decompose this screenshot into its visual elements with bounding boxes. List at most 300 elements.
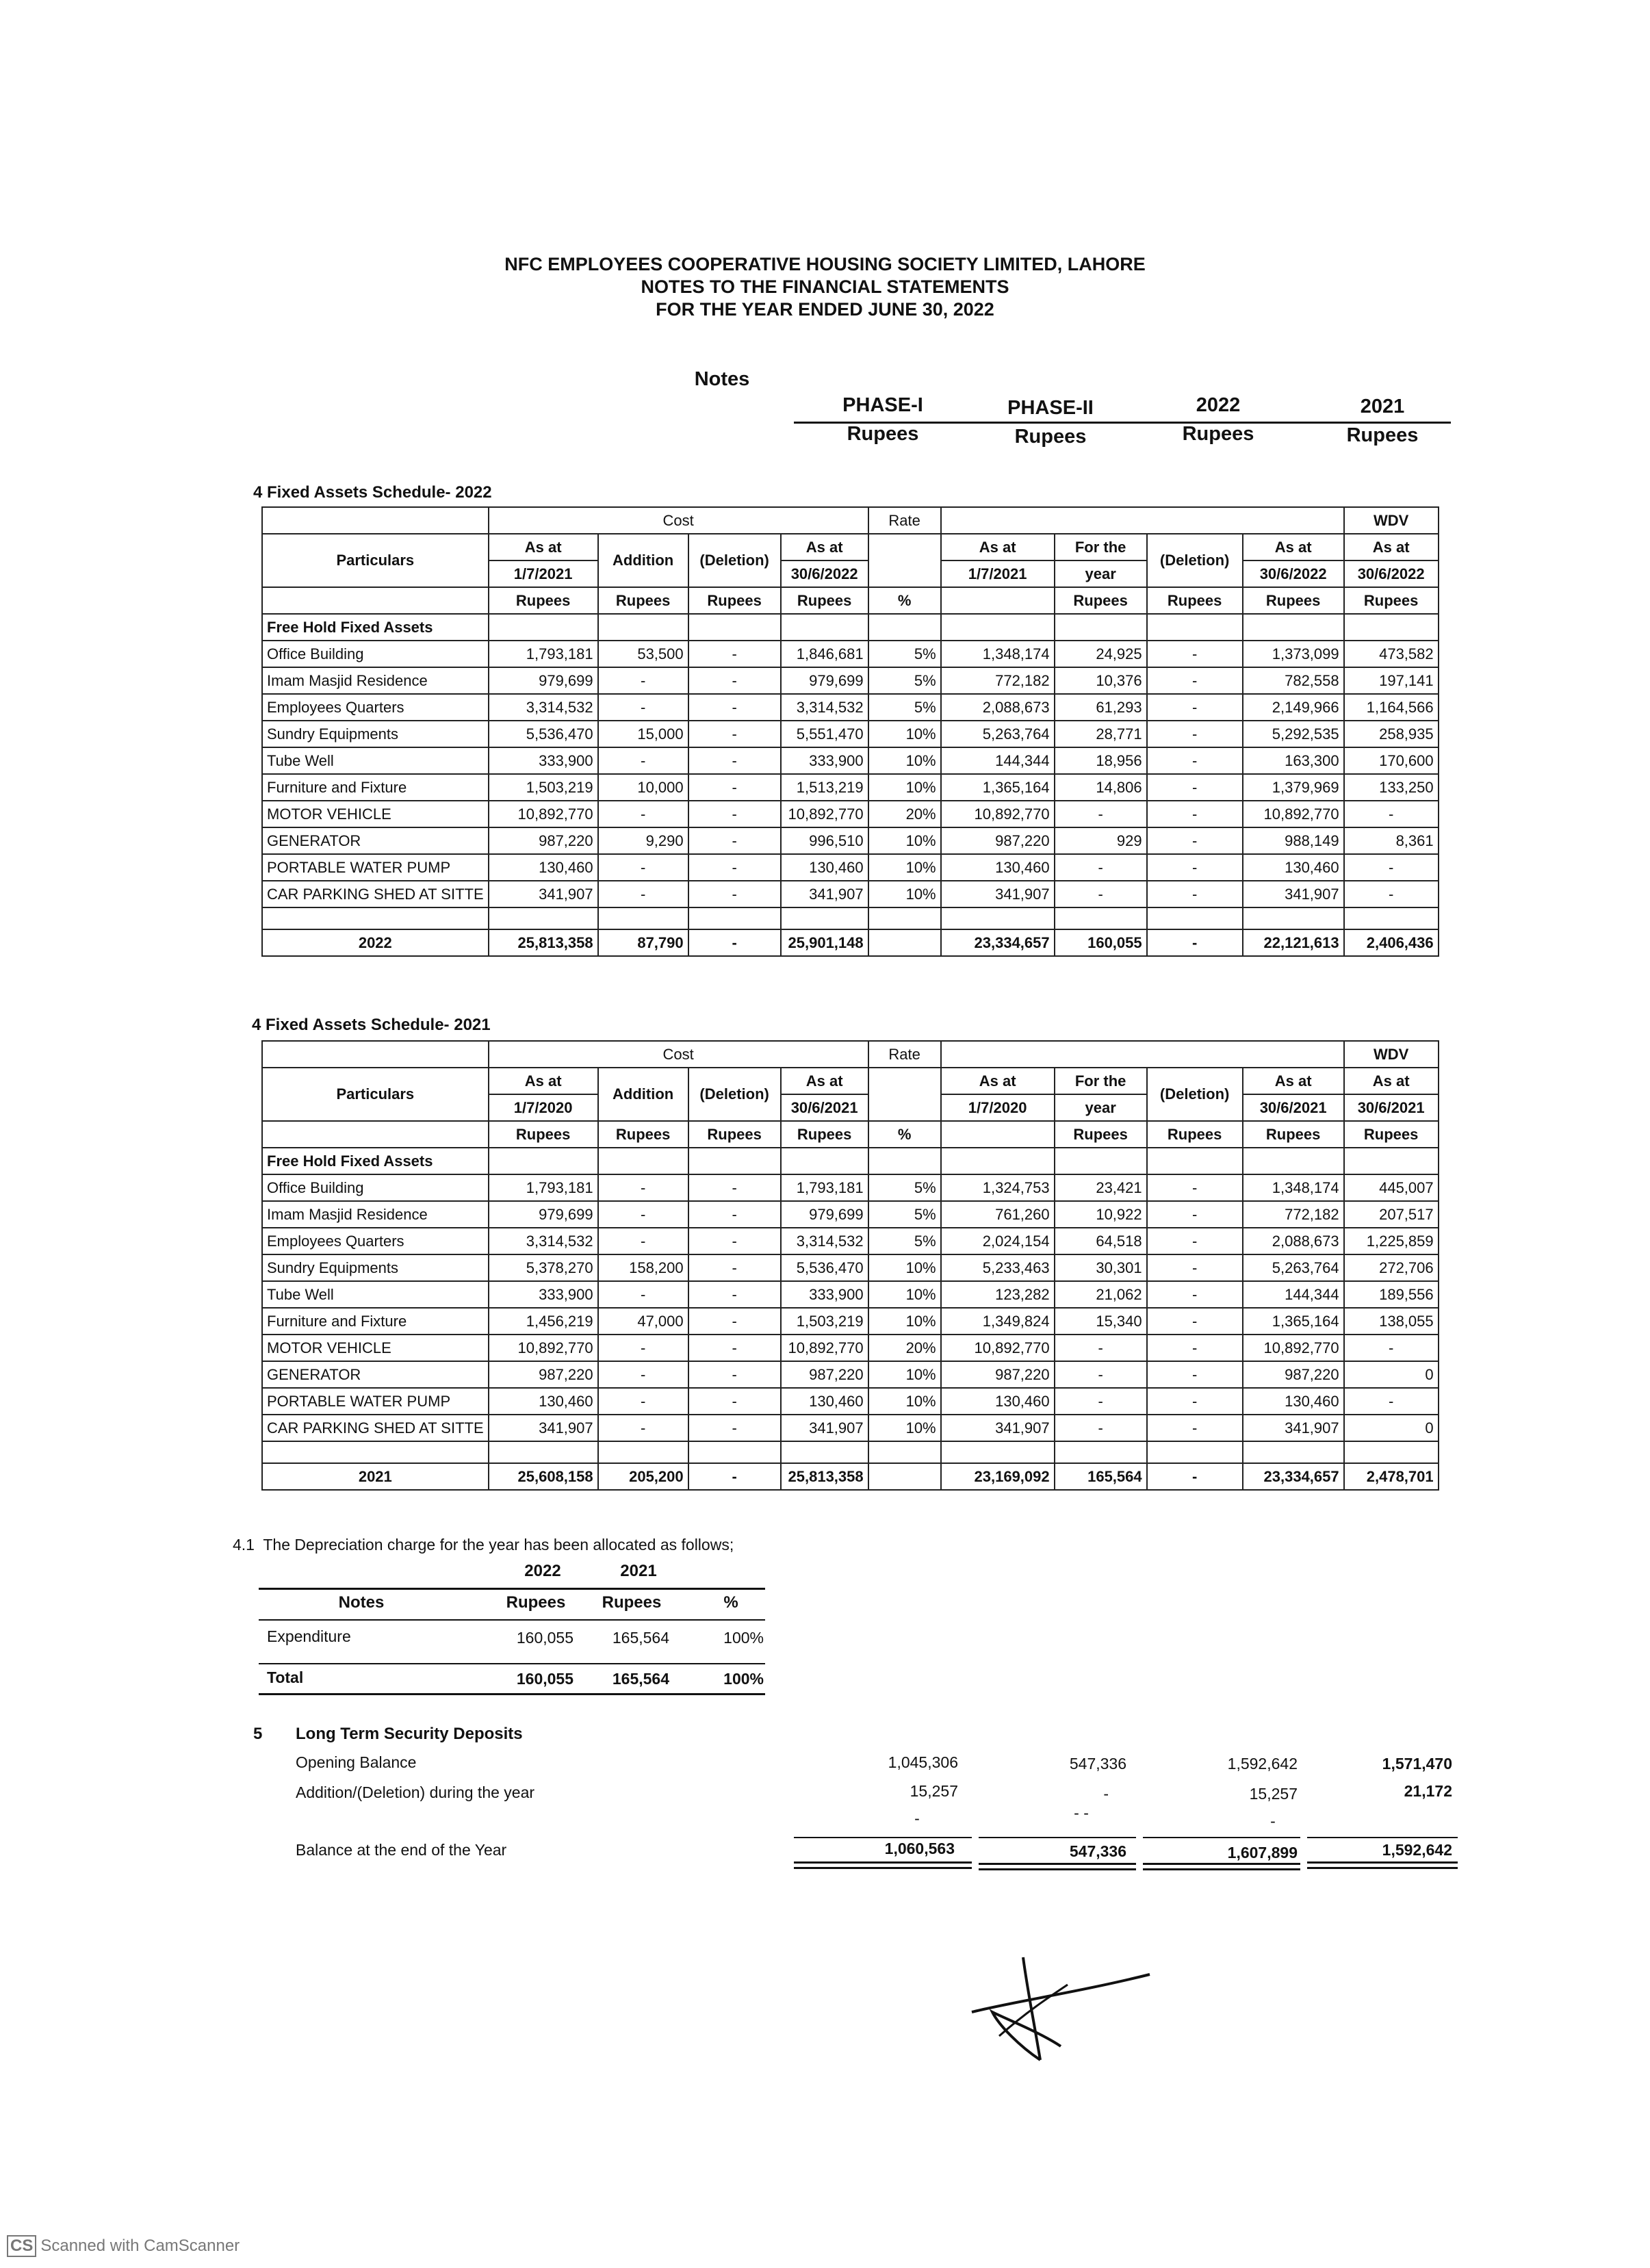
value-cell: 987,220: [1243, 1361, 1344, 1388]
value-cell: -: [598, 747, 688, 774]
value-cell: -: [598, 667, 688, 694]
value-cell: 160,055: [1055, 929, 1147, 956]
asset-row: [262, 1308, 1439, 1335]
pct-unit-cell: %: [868, 587, 941, 614]
value-cell: 341,907: [941, 881, 1055, 907]
dash-phase2: - -: [1074, 1804, 1089, 1822]
asset-name-cell: CAR PARKING SHED AT SITTE: [262, 881, 489, 907]
value-cell: 3,314,532: [489, 1228, 598, 1254]
opening-balance-phase1: 1,045,306: [888, 1753, 958, 1771]
value-cell: 10%: [868, 854, 941, 881]
asset-row: [262, 667, 1439, 694]
value-cell: 1,373,099: [1243, 641, 1344, 667]
value-cell: -: [598, 1228, 688, 1254]
value-cell: 2,149,966: [1243, 694, 1344, 721]
wdv-header: WDV: [1344, 1041, 1439, 1068]
asset-row: [262, 801, 1439, 827]
value-cell: 272,706: [1344, 1254, 1439, 1281]
addition-deletion-2021: 21,172: [1404, 1782, 1452, 1800]
asset-row: [262, 1281, 1439, 1308]
cost-header: Cost: [489, 1041, 868, 1068]
balance-top-rule-2021: [1307, 1837, 1458, 1838]
value-cell: 61,293: [1055, 694, 1147, 721]
camscanner-logo: CS: [7, 2235, 36, 2257]
addition-deletion-2022: 15,257: [1249, 1785, 1298, 1803]
value-cell: 87,790: [598, 929, 688, 956]
value-cell: 473,582: [1344, 641, 1439, 667]
unit-cell: Rupees: [598, 587, 688, 614]
value-cell: 30,301: [1055, 1254, 1147, 1281]
value-cell: 25,813,358: [781, 1463, 868, 1490]
deletion-header: (Deletion): [688, 534, 781, 587]
value-cell: 9,290: [598, 827, 688, 854]
value-cell: 1,503,219: [489, 774, 598, 801]
total-row: [262, 1463, 1439, 1490]
depreciation-note-number: 4.1: [233, 1536, 255, 1554]
balance-double-rule-p1-b: [794, 1867, 972, 1869]
addition-deletion-phase1: 15,257: [910, 1782, 958, 1800]
balance-double-rule-p2-b: [979, 1868, 1136, 1870]
total-row: [262, 929, 1439, 956]
value-cell: -: [1055, 1335, 1147, 1361]
value-cell: [868, 1463, 941, 1490]
value-cell: 197,141: [1344, 667, 1439, 694]
value-cell: -: [688, 747, 781, 774]
value-cell: 207,517: [1344, 1201, 1439, 1228]
value-cell: 5%: [868, 1201, 941, 1228]
asset-row: [262, 1254, 1439, 1281]
value-cell: 929: [1055, 827, 1147, 854]
dep-row-2022: 160,055: [516, 1629, 573, 1647]
value-cell: -: [598, 1335, 688, 1361]
value-cell: -: [1147, 641, 1243, 667]
value-cell: 1,164,566: [1344, 694, 1439, 721]
asset-row: [262, 1388, 1439, 1415]
dep-col-2021: 2021: [620, 1562, 657, 1580]
value-cell: 1,793,181: [489, 641, 598, 667]
value-cell: 0: [1344, 1361, 1439, 1388]
value-cell: 21,062: [1055, 1281, 1147, 1308]
opening-balance-phase2: 547,336: [1069, 1755, 1126, 1773]
value-cell: 2,024,154: [941, 1228, 1055, 1254]
value-cell: -: [688, 667, 781, 694]
balance-double-rule-2021-b: [1307, 1867, 1458, 1869]
value-cell: 144,344: [1243, 1281, 1344, 1308]
dep-total-pct: 100%: [723, 1670, 764, 1688]
value-cell: 341,907: [489, 881, 598, 907]
value-cell: 15,340: [1055, 1308, 1147, 1335]
value-cell: 3,314,532: [781, 1228, 868, 1254]
asset-row: [262, 1361, 1439, 1388]
cost-close-date: 30/6/2022: [781, 560, 868, 587]
value-cell: 772,182: [1243, 1201, 1344, 1228]
value-cell: 163,300: [1243, 747, 1344, 774]
value-cell: -: [1147, 721, 1243, 747]
value-cell: 130,460: [941, 1388, 1055, 1415]
value-cell: -: [688, 1281, 781, 1308]
col-2022-unit: Rupees: [1182, 423, 1254, 445]
balance-end-phase2: 547,336: [1069, 1842, 1126, 1860]
value-cell: -: [688, 1463, 781, 1490]
value-cell: 987,220: [941, 1361, 1055, 1388]
asset-name-cell: Employees Quarters: [262, 1228, 489, 1254]
value-cell: 341,907: [781, 881, 868, 907]
dep-top-rule: [259, 1588, 765, 1590]
dep-deletion-header: (Deletion): [1147, 1068, 1243, 1121]
col-phase1-unit: Rupees: [847, 423, 919, 445]
dash-2022: -: [1270, 1812, 1276, 1830]
col-2021-unit: Rupees: [1346, 424, 1419, 446]
cost-header: Cost: [489, 507, 868, 534]
value-cell: -: [688, 827, 781, 854]
value-cell: -: [688, 1388, 781, 1415]
value-cell: 205,200: [598, 1463, 688, 1490]
value-cell: 25,608,158: [489, 1463, 598, 1490]
value-cell: 130,460: [489, 1388, 598, 1415]
value-cell: 15,000: [598, 721, 688, 747]
value-cell: 53,500: [598, 641, 688, 667]
value-cell: 5,233,463: [941, 1254, 1055, 1281]
dep-close-header: As at: [1243, 534, 1344, 560]
dep-close-header: As at: [1243, 1068, 1344, 1094]
value-cell: -: [688, 1361, 781, 1388]
unit-cell: Rupees: [489, 587, 598, 614]
schedule-2022-title: 4 Fixed Assets Schedule- 2022: [253, 483, 492, 502]
signature-mark: [958, 1944, 1163, 2067]
asset-row: [262, 854, 1439, 881]
value-cell: -: [1147, 827, 1243, 854]
value-cell: -: [1055, 1361, 1147, 1388]
balance-double-rule-2021-a: [1307, 1861, 1458, 1864]
value-cell: 782,558: [1243, 667, 1344, 694]
value-cell: 130,460: [1243, 1388, 1344, 1415]
asset-name-cell: GENERATOR: [262, 1361, 489, 1388]
value-cell: 25,901,148: [781, 929, 868, 956]
value-cell: -: [688, 854, 781, 881]
value-cell: 987,220: [941, 827, 1055, 854]
asset-row: [262, 747, 1439, 774]
value-cell: 10,892,770: [489, 801, 598, 827]
value-cell: 988,149: [1243, 827, 1344, 854]
opening-balance-label: Opening Balance: [296, 1753, 417, 1771]
dep-open-date: 1/7/2021: [941, 560, 1055, 587]
scanner-watermark: [7, 2235, 240, 2257]
value-cell: 979,699: [781, 1201, 868, 1228]
schedule-2022-table: [261, 506, 1439, 957]
dep-total-label: Total: [267, 1668, 304, 1686]
unit-cell: Rupees: [688, 1121, 781, 1148]
rate-header: Rate: [868, 507, 941, 534]
value-cell: 138,055: [1344, 1308, 1439, 1335]
value-cell: -: [1055, 854, 1147, 881]
value-cell: -: [598, 1361, 688, 1388]
value-cell: -: [688, 801, 781, 827]
value-cell: -: [1147, 774, 1243, 801]
value-cell: -: [598, 1174, 688, 1201]
value-cell: 1,456,219: [489, 1308, 598, 1335]
total-year-cell: 2022: [262, 929, 489, 956]
cost-open-header: As at: [489, 1068, 598, 1094]
schedule-2021-table: [261, 1040, 1439, 1491]
unit-cell: Rupees: [1055, 587, 1147, 614]
value-cell: 979,699: [489, 1201, 598, 1228]
value-cell: -: [1147, 1254, 1243, 1281]
value-cell: 23,421: [1055, 1174, 1147, 1201]
value-cell: -: [1344, 881, 1439, 907]
value-cell: -: [598, 881, 688, 907]
pct-unit-cell: %: [868, 1121, 941, 1148]
dep-row-pct: 100%: [723, 1629, 764, 1647]
value-cell: 10,376: [1055, 667, 1147, 694]
value-cell: -: [688, 1174, 781, 1201]
col-2021-label: 2021: [1360, 396, 1405, 417]
value-cell: 987,220: [489, 1361, 598, 1388]
depreciation-note-text: The Depreciation charge for the year has been allocated as follows;: [263, 1536, 734, 1554]
balance-end-phase1: 1,060,563: [884, 1840, 955, 1857]
dep-close-date: 30/6/2022: [1243, 560, 1344, 587]
value-cell: 333,900: [489, 747, 598, 774]
value-cell: 2,478,701: [1344, 1463, 1439, 1490]
value-cell: 10,892,770: [489, 1335, 598, 1361]
opening-balance-2022: 1,592,642: [1227, 1755, 1298, 1773]
dep-open-header: As at: [941, 1068, 1055, 1094]
asset-name-cell: Sundry Equipments: [262, 721, 489, 747]
deposits-title: Long Term Security Deposits: [296, 1725, 523, 1743]
value-cell: 130,460: [781, 854, 868, 881]
asset-row: [262, 774, 1439, 801]
balance-top-rule-p2: [979, 1837, 1136, 1838]
value-cell: -: [1147, 1228, 1243, 1254]
col-phase2-label: PHASE-II: [1007, 397, 1094, 419]
value-cell: 1,793,181: [781, 1174, 868, 1201]
asset-row: [262, 1415, 1439, 1441]
dep-col-2022: 2022: [524, 1562, 561, 1580]
value-cell: -: [1147, 1174, 1243, 1201]
dep-bottom-rule: [259, 1693, 765, 1695]
value-cell: 1,846,681: [781, 641, 868, 667]
value-cell: 130,460: [489, 854, 598, 881]
addition-deletion-label: Addition/(Deletion) during the year: [296, 1783, 535, 1801]
dep-header-rule: [259, 1619, 765, 1621]
unit-cell: Rupees: [1243, 587, 1344, 614]
value-cell: 133,250: [1344, 774, 1439, 801]
deletion-header: (Deletion): [688, 1068, 781, 1121]
value-cell: 772,182: [941, 667, 1055, 694]
value-cell: 2,088,673: [1243, 1228, 1344, 1254]
cost-open-date: 1/7/2021: [489, 560, 598, 587]
value-cell: 5%: [868, 667, 941, 694]
value-cell: 5%: [868, 694, 941, 721]
dep-deletion-header: (Deletion): [1147, 534, 1243, 587]
value-cell: 10%: [868, 1308, 941, 1335]
balance-double-rule-p1-a: [794, 1861, 972, 1864]
schedule-2021-title: 4 Fixed Assets Schedule- 2021: [252, 1016, 491, 1034]
wdv-header: WDV: [1344, 507, 1439, 534]
value-cell: 333,900: [489, 1281, 598, 1308]
value-cell: -: [1055, 1415, 1147, 1441]
unit-cell: Rupees: [781, 587, 868, 614]
value-cell: 5,536,470: [781, 1254, 868, 1281]
value-cell: -: [688, 1308, 781, 1335]
value-cell: 10%: [868, 774, 941, 801]
depreciation-table: [259, 1562, 765, 1699]
dep-rupees-2021: Rupees: [602, 1593, 662, 1612]
balance-end-2022: 1,607,899: [1227, 1844, 1298, 1861]
value-cell: 10%: [868, 747, 941, 774]
value-cell: 10%: [868, 1254, 941, 1281]
unit-cell: Rupees: [781, 1121, 868, 1148]
value-cell: 170,600: [1344, 747, 1439, 774]
value-cell: 987,220: [489, 827, 598, 854]
value-cell: -: [1147, 1335, 1243, 1361]
value-cell: 1,365,164: [941, 774, 1055, 801]
value-cell: -: [598, 1281, 688, 1308]
value-cell: 10,000: [598, 774, 688, 801]
value-cell: 10,892,770: [781, 801, 868, 827]
unit-cell: Rupees: [1147, 587, 1243, 614]
value-cell: 165,564: [1055, 1463, 1147, 1490]
balance-top-rule-2022: [1143, 1837, 1300, 1838]
balance-end-label: Balance at the end of the Year: [296, 1841, 507, 1859]
value-cell: 1,513,219: [781, 774, 868, 801]
asset-row: [262, 641, 1439, 667]
dep-row-label: Expenditure: [267, 1627, 351, 1645]
value-cell: 1,793,181: [489, 1174, 598, 1201]
rate-header: Rate: [868, 1041, 941, 1068]
value-cell: 14,806: [1055, 774, 1147, 801]
value-cell: -: [1055, 801, 1147, 827]
value-cell: 23,334,657: [1243, 1463, 1344, 1490]
value-cell: -: [1147, 747, 1243, 774]
value-cell: -: [598, 1415, 688, 1441]
unit-cell: Rupees: [1344, 587, 1439, 614]
asset-name-cell: Office Building: [262, 641, 489, 667]
dep-open-date: 1/7/2020: [941, 1094, 1055, 1121]
value-cell: -: [598, 694, 688, 721]
for-year-label: year: [1055, 1094, 1147, 1121]
value-cell: -: [1147, 929, 1243, 956]
unit-cell: Rupees: [1147, 1121, 1243, 1148]
value-cell: 10%: [868, 827, 941, 854]
value-cell: -: [688, 1201, 781, 1228]
value-cell: 333,900: [781, 747, 868, 774]
report-title: [0, 253, 1650, 321]
asset-row: [262, 1335, 1439, 1361]
asset-name-cell: Furniture and Fixture: [262, 1308, 489, 1335]
value-cell: 5,536,470: [489, 721, 598, 747]
value-cell: 3,314,532: [489, 694, 598, 721]
value-cell: -: [1147, 694, 1243, 721]
value-cell: 158,200: [598, 1254, 688, 1281]
value-cell: 1,379,969: [1243, 774, 1344, 801]
for-year-label: year: [1055, 560, 1147, 587]
value-cell: 189,556: [1344, 1281, 1439, 1308]
asset-name-cell: CAR PARKING SHED AT SITTE: [262, 1415, 489, 1441]
asset-name-cell: Imam Masjid Residence: [262, 1201, 489, 1228]
value-cell: -: [688, 694, 781, 721]
value-cell: 20%: [868, 801, 941, 827]
value-cell: 1,365,164: [1243, 1308, 1344, 1335]
value-cell: -: [1147, 1308, 1243, 1335]
for-year-header: For the: [1055, 534, 1147, 560]
value-cell: -: [688, 774, 781, 801]
wdv-date: 30/6/2021: [1344, 1094, 1439, 1121]
value-cell: 1,348,174: [941, 641, 1055, 667]
value-cell: 10,922: [1055, 1201, 1147, 1228]
value-cell: -: [1344, 1335, 1439, 1361]
value-cell: -: [598, 1201, 688, 1228]
value-cell: 64,518: [1055, 1228, 1147, 1254]
value-cell: 23,169,092: [941, 1463, 1055, 1490]
value-cell: 10%: [868, 1361, 941, 1388]
total-year-cell: 2021: [262, 1463, 489, 1490]
value-cell: 22,121,613: [1243, 929, 1344, 956]
value-cell: 5,378,270: [489, 1254, 598, 1281]
value-cell: 10,892,770: [1243, 1335, 1344, 1361]
value-cell: 0: [1344, 1415, 1439, 1441]
value-cell: 18,956: [1055, 747, 1147, 774]
wdv-date: 30/6/2022: [1344, 560, 1439, 587]
for-year-header: For the: [1055, 1068, 1147, 1094]
value-cell: 5%: [868, 1228, 941, 1254]
asset-row: [262, 694, 1439, 721]
asset-name-cell: MOTOR VEHICLE: [262, 801, 489, 827]
value-cell: 20%: [868, 1335, 941, 1361]
value-cell: 979,699: [781, 667, 868, 694]
asset-name-cell: Imam Masjid Residence: [262, 667, 489, 694]
schedule-2022-total: [262, 929, 1439, 956]
value-cell: [868, 929, 941, 956]
dep-notes-header: Notes: [338, 1593, 385, 1612]
company-name: NFC EMPLOYEES COOPERATIVE HOUSING SOCIETY LIMITED, LAHORE: [504, 254, 1146, 274]
value-cell: -: [1055, 881, 1147, 907]
value-cell: 341,907: [489, 1415, 598, 1441]
unit-cell: Rupees: [598, 1121, 688, 1148]
value-cell: -: [1147, 881, 1243, 907]
value-cell: 10%: [868, 881, 941, 907]
value-cell: 341,907: [941, 1415, 1055, 1441]
value-cell: -: [1147, 854, 1243, 881]
value-cell: 130,460: [1243, 854, 1344, 881]
balance-double-rule-p2-a: [979, 1863, 1136, 1865]
value-cell: -: [1147, 1463, 1243, 1490]
schedule-2021-body: [262, 1174, 1439, 1441]
value-cell: 1,225,859: [1344, 1228, 1439, 1254]
wdv-asat-header: As at: [1344, 1068, 1439, 1094]
value-cell: -: [1147, 1281, 1243, 1308]
asset-name-cell: PORTABLE WATER PUMP: [262, 1388, 489, 1415]
asset-row: [262, 1201, 1439, 1228]
value-cell: 10%: [868, 1415, 941, 1441]
value-cell: 987,220: [781, 1361, 868, 1388]
value-cell: -: [688, 929, 781, 956]
scanner-watermark-text: Scanned with CamScanner: [40, 2237, 240, 2255]
balance-double-rule-2022-a: [1143, 1863, 1300, 1865]
value-cell: 5%: [868, 641, 941, 667]
value-cell: -: [688, 1228, 781, 1254]
value-cell: -: [688, 641, 781, 667]
value-cell: 1,324,753: [941, 1174, 1055, 1201]
schedule-2021-total: [262, 1463, 1439, 1490]
asset-name-cell: Tube Well: [262, 1281, 489, 1308]
balance-end-2021: 1,592,642: [1382, 1841, 1452, 1859]
dep-rupees-2022: Rupees: [506, 1593, 566, 1612]
value-cell: 47,000: [598, 1308, 688, 1335]
cost-close-date: 30/6/2021: [781, 1094, 868, 1121]
value-cell: 1,349,824: [941, 1308, 1055, 1335]
value-cell: 10%: [868, 1281, 941, 1308]
asset-row: [262, 881, 1439, 907]
